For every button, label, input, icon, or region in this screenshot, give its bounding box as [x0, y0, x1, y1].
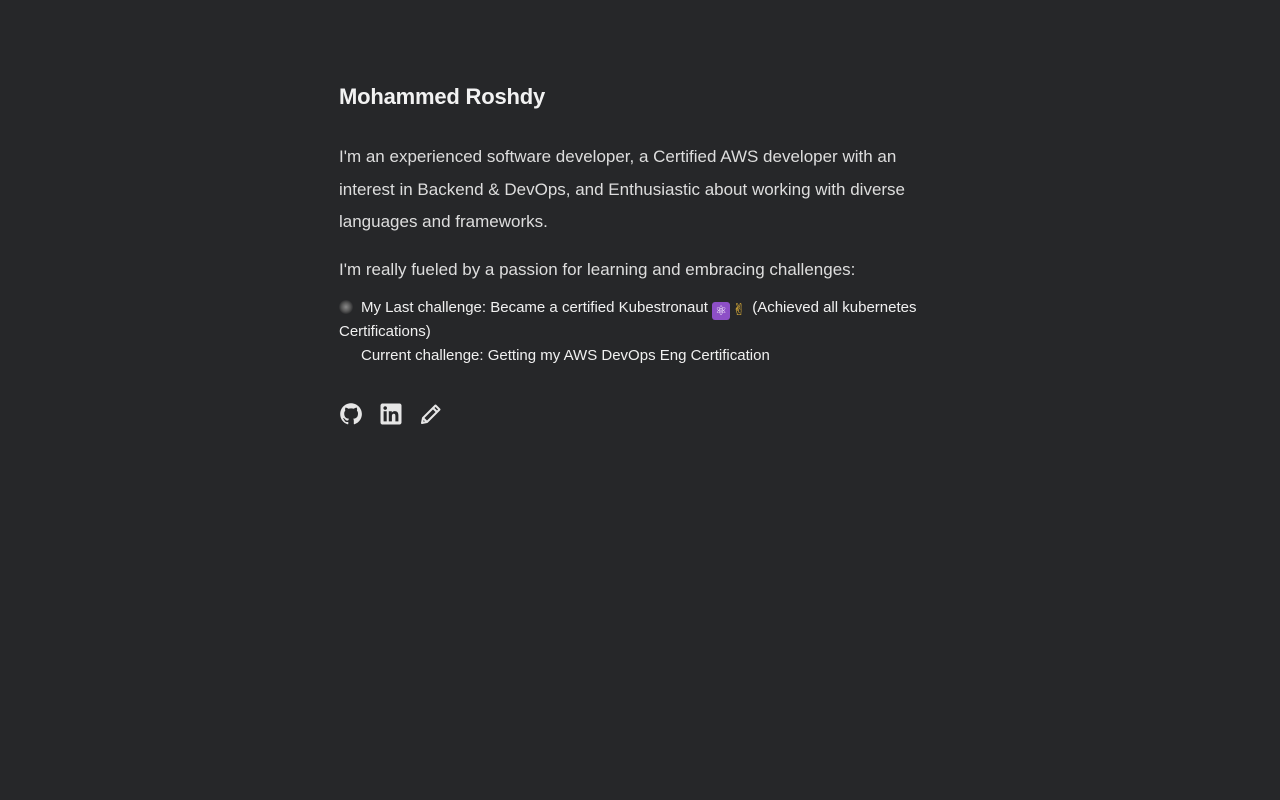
linkedin-link[interactable]	[379, 402, 403, 426]
profile-section	[339, 80, 941, 426]
status-dot-icon	[339, 348, 353, 362]
victory-hand-emoji-icon: ✌	[732, 301, 746, 319]
current-challenge-text: Current challenge: Getting my AWS DevOps Eng Certification	[361, 346, 770, 364]
current-challenge	[339, 344, 941, 368]
pencil-icon	[419, 402, 443, 426]
page-title: Mohammed Roshdy	[339, 84, 546, 109]
blog-link[interactable]	[419, 402, 443, 426]
last-challenge-suffix: (Achieved all kubernetes Certifications)	[339, 298, 917, 340]
last-challenge-text: My Last challenge: Became a certified Kubestronaut	[361, 298, 708, 316]
linkedin-icon	[379, 402, 403, 426]
social-links	[339, 402, 941, 426]
last-challenge	[339, 296, 941, 344]
status-dot-icon	[339, 300, 353, 314]
github-link[interactable]	[339, 402, 363, 426]
bio-paragraph: I'm an experienced software developer, a Certified AWS developer with an interest in Backend & DevOps, and Enthusiastic about working with diverse languages and frameworks.	[339, 147, 906, 231]
atom-emoji-icon: ⚛	[712, 302, 730, 320]
passion-paragraph: I'm really fueled by a passion for learning and embracing challenges:	[339, 259, 856, 279]
challenges-list	[339, 296, 941, 368]
github-icon	[339, 402, 363, 426]
